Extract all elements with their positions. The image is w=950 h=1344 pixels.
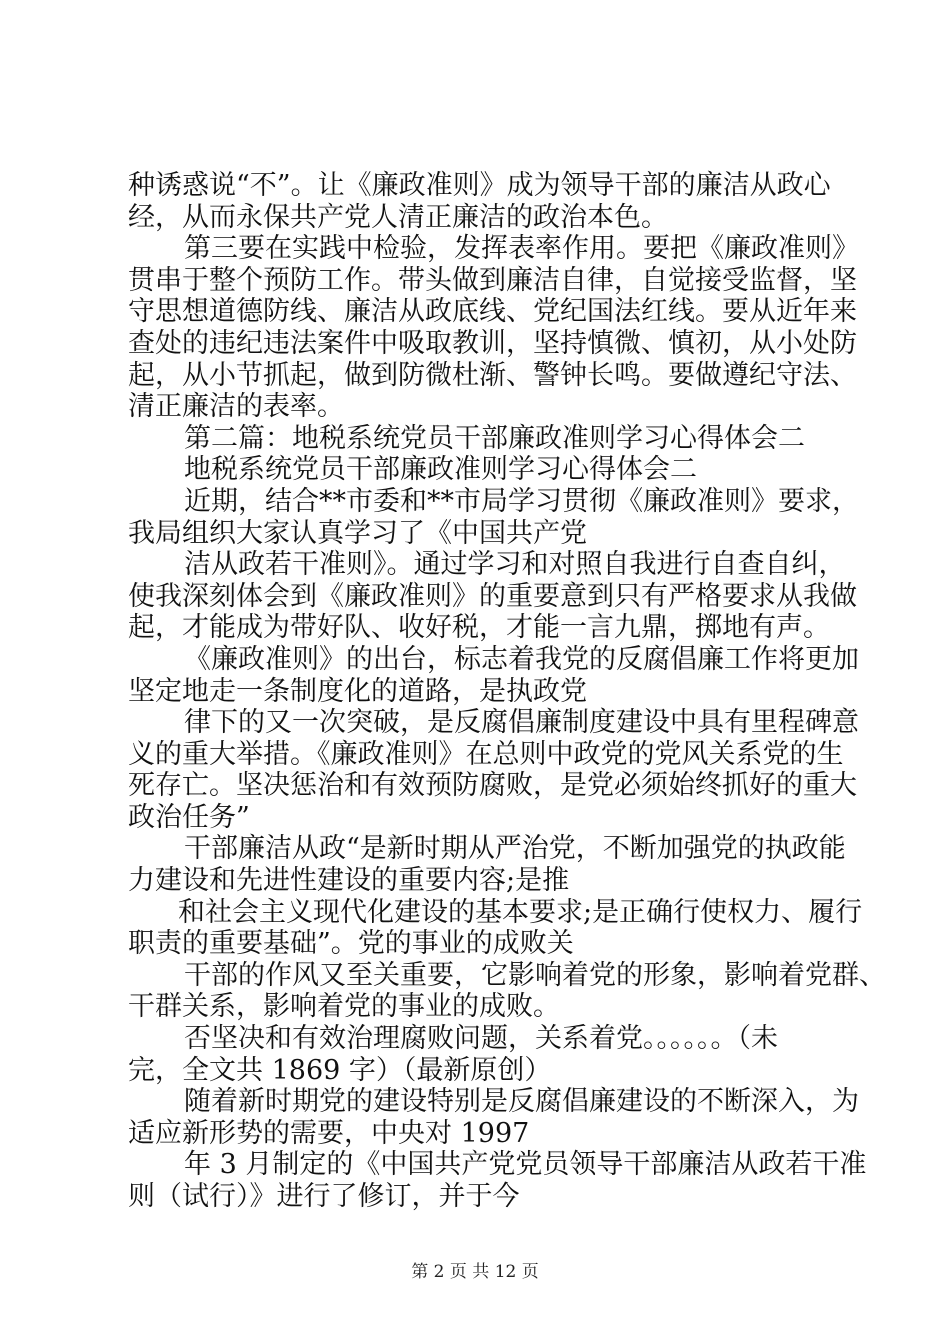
text-line: 力建设和先进性建设的重要内容;是推 — [128, 865, 570, 897]
text-line: 经，从而永保共产党人清正廉洁的政治本色。 — [128, 201, 668, 233]
text-line: 守思想道德防线、廉洁从政底线、党纪国法红线。要从近年来 — [128, 296, 857, 328]
text-line: 政治任务” — [128, 801, 250, 833]
text-line: 随着新时期党的建设特别是反腐倡廉建设的不断深入，为 — [184, 1086, 859, 1118]
text-line: 死存亡。坚决惩治和有效预防腐败，是党必须始终抓好的重大 — [128, 770, 857, 802]
text-line: 使我深刻体会到《廉政准则》的重要意到只有严格要求从我做 — [128, 580, 857, 612]
text-line: 适应新形势的需要，中央对 1997 — [128, 1117, 530, 1149]
text-line: 查处的违纪违法案件中吸取教训，坚持慎微、慎初，从小处防 — [128, 327, 857, 359]
text-line: 起，从小节抓起，做到防微杜渐、警钟长鸣。要做遵纪守法、 — [128, 359, 857, 391]
text-line: 否坚决和有效治理腐败问题，关系着党。。。。。。（未 — [184, 1023, 778, 1055]
text-line: 坚定地走一条制度化的道路，是执政党 — [128, 675, 587, 707]
text-line: 和社会主义现代化建设的基本要求;是正确行使权力、履行 — [178, 896, 863, 928]
text-line: 近期，结合**市委和**市局学习贯彻《廉政准则》要求， — [184, 485, 859, 517]
text-line: 清正廉洁的表率。 — [128, 391, 344, 423]
text-line: 完，全文共 1869 字）（最新原创） — [128, 1054, 552, 1086]
text-line: 干部的作风又至关重要，它影响着党的形象，影响着党群、 — [184, 959, 886, 991]
document-body — [128, 170, 886, 1213]
text-line: 第三要在实践中检验，发挥表率作用。要把《廉政准则》 — [184, 233, 859, 265]
text-line: 干群关系，影响着党的事业的成败。 — [128, 991, 560, 1023]
text-line: 第二篇：地税系统党员干部廉政准则学习心得体会二 — [184, 422, 805, 454]
text-line: 则（试行）》进行了修订，并于今 — [128, 1181, 520, 1212]
text-line: 种诱惑说“不”。让《廉政准则》成为领导干部的廉洁从政心 — [128, 170, 831, 201]
text-line: 律下的又一次突破，是反腐倡廉制度建设中具有里程碑意 — [184, 707, 859, 739]
text-line: 年 3 月制定的《中国共产党党员领导干部廉洁从政若干准 — [184, 1149, 867, 1181]
text-line: 《廉政准则》的出台，标志着我党的反腐倡廉工作将更加 — [184, 643, 859, 675]
text-line: 贯串于整个预防工作。带头做到廉洁自律，自觉接受监督，坚 — [128, 264, 857, 296]
text-line: 干部廉洁从政“是新时期从严治党，不断加强党的执政能 — [184, 833, 846, 865]
page-footer: 第 2 页 共 12 页 — [411, 1262, 539, 1282]
text-line: 洁从政若干准则》。通过学习和对照自我进行自查自纠， — [184, 549, 846, 581]
text-line: 起，才能成为带好队、收好税，才能一言九鼎，掷地有声。 — [128, 612, 830, 644]
text-line: 我局组织大家认真学习了《中国共产党 — [128, 517, 587, 549]
text-line: 职责的重要基础”。党的事业的成败关 — [128, 928, 574, 960]
text-line: 义的重大举措。《廉政准则》在总则中政党的党风关系党的生 — [128, 738, 844, 770]
text-line: 地税系统党员干部廉政准则学习心得体会二 — [184, 454, 697, 486]
